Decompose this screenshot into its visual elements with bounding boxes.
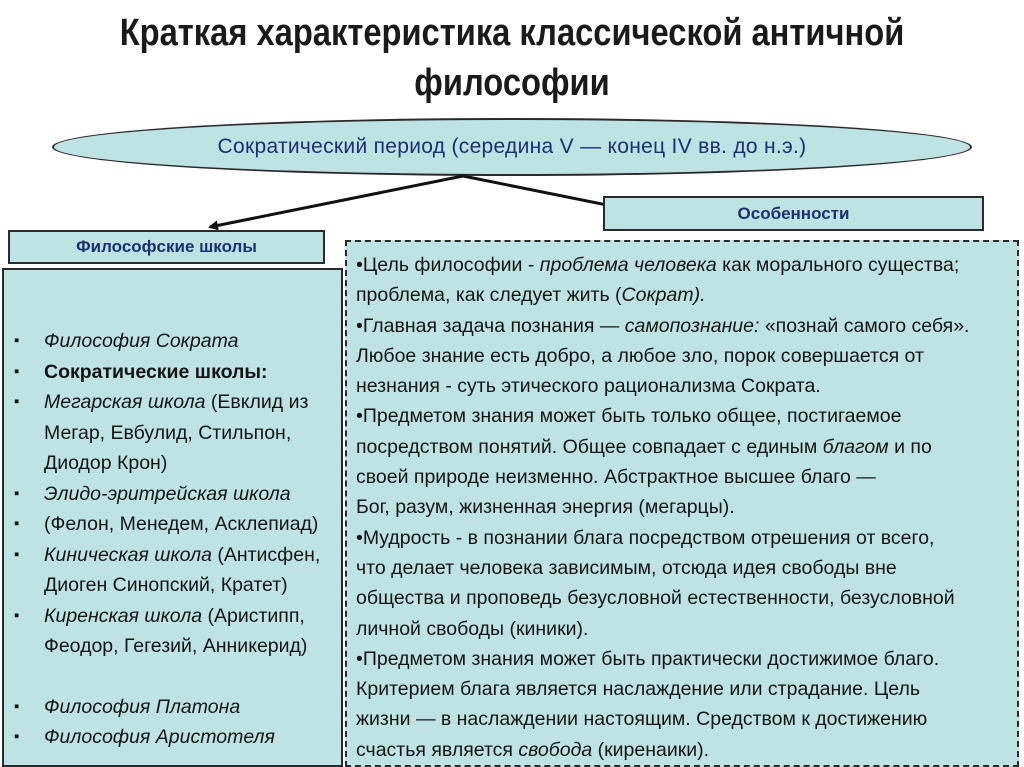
feature-line [356, 553, 1016, 583]
school-list-item [4, 387, 343, 418]
text-run: самопознание: [624, 314, 760, 337]
text-run: Философия Платона [44, 695, 241, 718]
school-list-item [4, 631, 343, 662]
feature-line [356, 735, 1016, 765]
features-heading: Особенности [737, 203, 850, 223]
text-run: (Фелон, Менедем, Асклепиад) [44, 513, 319, 535]
feature-line [356, 280, 1016, 310]
list-spacer [4, 662, 343, 692]
text-run: •Цель философии - [356, 254, 540, 276]
feature-line [356, 523, 1016, 553]
slide-title [72, 8, 953, 108]
title-line-2: философии [414, 62, 610, 104]
text-run: счастья является [356, 738, 519, 761]
text-run: как морального существа; [716, 254, 960, 276]
text-run: незнания - суть этического рационализма Сократа. [356, 375, 821, 398]
text-run: Киренская школа [44, 604, 203, 627]
school-list-item [4, 357, 343, 388]
features-text [356, 250, 1016, 765]
arrow-to-schools [210, 176, 463, 227]
features-heading-box [603, 196, 984, 231]
school-list-item [4, 601, 343, 632]
text-run: Мегар, Евбулид, Стильпон, [44, 421, 292, 444]
school-list-item [4, 418, 343, 449]
text-run: проблема, как следует жить ( [356, 284, 622, 307]
text-run: своей природе неизменно. Абстрактное высшее благо — [356, 466, 876, 489]
school-list-item [4, 326, 343, 357]
text-run: Киническая школа [44, 543, 212, 566]
schools-list [4, 326, 343, 753]
text-run: •Предметом знания может быть практически достижимое благо. [356, 647, 940, 670]
school-list-item [4, 540, 343, 571]
feature-line [356, 432, 1016, 462]
text-run: что делает человека зависимым, отсюда идея свободы вне [356, 556, 897, 579]
text-run: (Евклид из [205, 391, 309, 413]
text-run: Элидо-эритрейская школа [44, 482, 291, 505]
text-run: Феодор, Гегезий, Анникерид) [44, 635, 308, 657]
text-run: общества и проповедь безусловной естественности, безусловной [356, 587, 955, 610]
schools-heading-box [8, 230, 325, 264]
text-run: посредством понятий. Общее совпадает с единым [356, 435, 823, 458]
feature-line [356, 614, 1016, 644]
schools-panel [2, 268, 343, 767]
feature-line [356, 674, 1016, 704]
text-run: жизни — в наслаждении настоящим. Средством к достижению [356, 708, 928, 731]
school-list-item [4, 692, 343, 723]
text-run: •Предметом знания может быть только общее, постигаемое [356, 405, 902, 428]
feature-line [356, 583, 1016, 613]
text-run: Бог, разум, жизненная энергия (мегарцы). [356, 496, 735, 519]
feature-line [356, 704, 1016, 734]
text-run: Любое знание есть добро, а любое зло, порок совершается от [356, 344, 924, 367]
text-run: Философия Сократа [44, 330, 239, 352]
text-run: проблема человека [539, 254, 717, 276]
period-oval [52, 118, 972, 176]
feature-line [356, 341, 1016, 371]
feature-line [356, 311, 1016, 341]
school-list-item [4, 479, 343, 510]
text-run: Критерием блага является наслаждение или страдание. Цель [356, 678, 921, 701]
text-run: (Антисфен, [211, 543, 321, 566]
feature-line [356, 401, 1016, 431]
period-label: Сократический период (середина V — конец IV вв. до н.э.) [217, 135, 807, 158]
schools-heading: Философские школы [76, 237, 257, 256]
feature-line [356, 250, 1016, 280]
school-list-item [4, 448, 343, 479]
text-run: Мегарская школа [44, 391, 206, 413]
feature-line [356, 644, 1016, 674]
school-list-item [4, 722, 343, 753]
school-list-item [4, 570, 343, 601]
text-run: Философия Аристотеля [44, 726, 275, 748]
text-run: свобода [518, 738, 593, 761]
text-run: личной свободы (киники). [356, 617, 589, 640]
text-run: •Мудрость - в познании блага посредством отрешения от всего, [356, 526, 935, 549]
title-line-1: Краткая характеристика классической античной [119, 12, 905, 54]
text-run: и по [888, 435, 932, 458]
text-run: (киренаики). [592, 738, 710, 761]
feature-line [356, 462, 1016, 492]
text-run: Сократические школы: [44, 360, 268, 383]
text-run: •Главная задача познания — [356, 314, 625, 337]
text-run: благом [822, 435, 889, 458]
text-run: «познай самого себя». [759, 314, 970, 337]
text-run: (Аристипп, [202, 604, 305, 627]
school-list-item [4, 509, 343, 540]
text-run: Сократ). [621, 284, 706, 307]
feature-line [356, 371, 1016, 401]
text-run: Диоген Синопский, Кратет) [44, 574, 288, 596]
features-panel [345, 240, 1019, 767]
text-run: Диодор Крон) [44, 452, 168, 474]
feature-line [356, 492, 1016, 522]
